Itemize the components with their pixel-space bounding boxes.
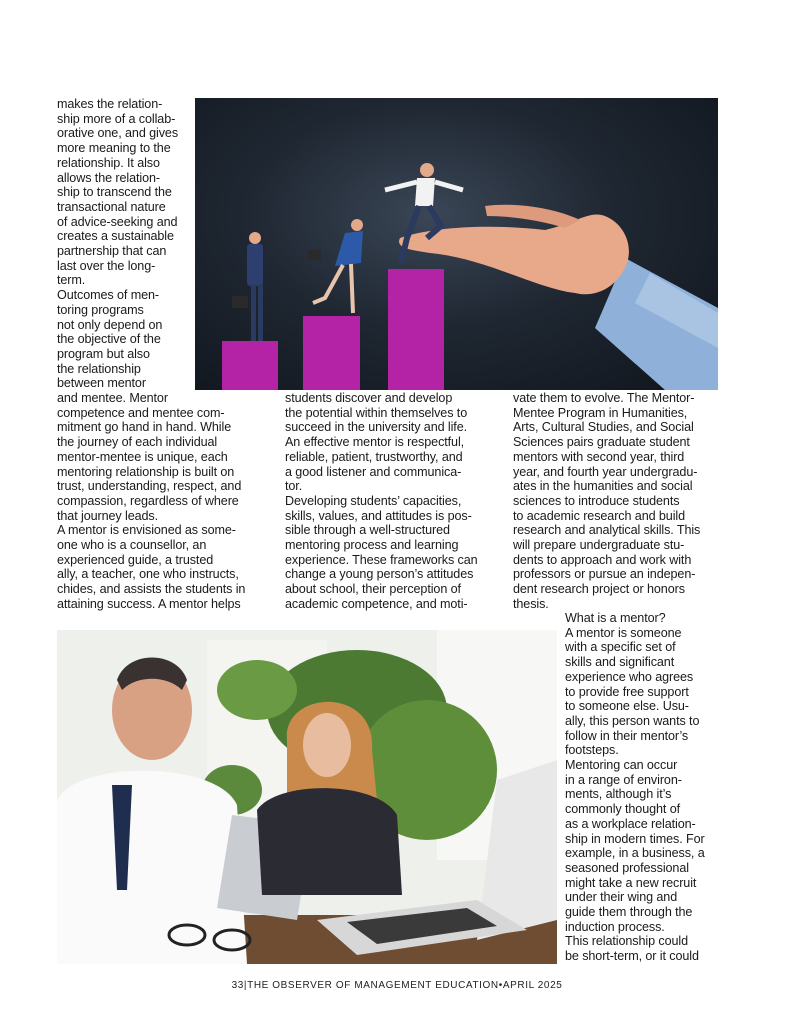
text-line: example, in a business, a [565, 846, 705, 861]
text-line: A mentor is someone [565, 625, 682, 640]
text-line: Sciences pairs graduate student [513, 435, 690, 450]
text-line: creates a sustainable [57, 229, 174, 244]
footer-dot: • [498, 980, 503, 991]
text-line: the objective of the [57, 332, 161, 347]
text-line: skills, values, and attitudes is pos- [285, 508, 472, 523]
text-line: mentoring process and learning [285, 538, 459, 553]
text-line: more meaning to the [57, 141, 171, 156]
text-line: induction process. [565, 919, 665, 934]
text-line: Arts, Cultural Studies, and Social [513, 420, 694, 435]
text-line: ship more of a collab- [57, 111, 176, 126]
text-line: mentor-mentee is unique, each [57, 449, 228, 464]
article-column-4 [565, 611, 725, 964]
text-line: competence and mentee com- [57, 405, 225, 420]
text-line: be short-term, or it could [565, 949, 699, 964]
text-line: orative one, and gives [57, 126, 179, 141]
text-line: makes the relation- [57, 97, 163, 111]
text-line: tor. [285, 479, 303, 494]
text-line: dent research project or honors [513, 582, 685, 597]
text-line: students discover and develop [285, 391, 453, 405]
text-line: under their wing and [565, 890, 678, 905]
text-line: a good listener and communica- [285, 464, 462, 479]
text-line: not only depend on [57, 317, 163, 332]
text-line: year, and fourth year undergradu- [513, 464, 698, 479]
text-line: the potential within themselves to [285, 405, 468, 420]
text-line: experienced guide, a trusted [57, 552, 214, 567]
text-line: ally, this person wants to [565, 713, 700, 728]
footer-separator: | [243, 980, 248, 991]
text-line: Mentoring can occur [565, 758, 678, 773]
text-line: that journey leads. [57, 508, 159, 523]
businesswoman-figure [308, 219, 363, 313]
text-line: to someone else. Usu- [565, 699, 689, 714]
text-line: skills and significant [565, 655, 675, 670]
text-line: last over the long- [57, 258, 156, 273]
text-line: reliable, patient, trustworthy, and [285, 449, 463, 464]
text-line: transactional nature [57, 199, 166, 214]
text-line: experience who agrees [565, 669, 694, 684]
text-line: between mentor [57, 376, 146, 391]
text-line: chides, and assists the students in [57, 582, 246, 597]
businessman-figure-1 [232, 232, 263, 341]
text-line: with a specific set of [565, 640, 676, 655]
text-line: about school, their perception of [285, 582, 461, 597]
text-line: ally, a teacher, one who instructs, [57, 567, 239, 582]
text-line: allows the relation- [57, 170, 160, 185]
publication-name: THE OBSERVER OF MANAGEMENT EDUCATION [247, 980, 499, 991]
text-line: succeed in the university and life. [285, 420, 468, 435]
text-line: to provide free support [565, 684, 689, 699]
text-line: academic competence, and moti- [285, 596, 468, 611]
text-line: dents to approach and work with [513, 552, 692, 567]
issue-date: APRIL 2025 [502, 980, 563, 991]
page-number: 33 [231, 980, 244, 991]
article-column-1-bottom [57, 391, 267, 612]
text-line: ates in the humanities and social [513, 479, 693, 494]
text-line: attaining success. A mentor helps [57, 596, 241, 611]
text-line: will prepare undergraduate stu- [513, 538, 685, 553]
article-column-3 [513, 391, 723, 612]
text-line: What is a mentor? [565, 611, 666, 625]
text-line: sible through a well-structured [285, 523, 450, 538]
text-line: Developing students’ capacities, [285, 493, 462, 508]
text-line: Mentee Program in Humanities, [513, 405, 688, 420]
mentor-mentee-photo [57, 630, 557, 964]
hero-illustration [195, 98, 718, 390]
text-line: vate them to evolve. The Mentor- [513, 391, 695, 405]
text-line: mitment go hand in hand. While [57, 420, 232, 435]
text-line: A mentor is envisioned as some- [57, 523, 236, 538]
text-line: professors or pursue an indepen- [513, 567, 696, 582]
text-line: ship to transcend the [57, 185, 172, 200]
text-line: and mentee. Mentor [57, 391, 168, 405]
step-bar-2 [303, 316, 360, 390]
text-line: trust, understanding, respect, and [57, 479, 242, 494]
text-line: commonly thought of [565, 802, 681, 817]
text-line: thesis. [513, 596, 549, 611]
text-line: to academic research and build [513, 508, 686, 523]
mentoring-office-photo [57, 630, 557, 964]
text-line: guide them through the [565, 905, 693, 920]
text-line: ments, although it’s [565, 787, 672, 802]
text-line: research and analytical skills. This [513, 523, 701, 538]
text-line: one who is a counsellor, an [57, 538, 207, 553]
text-line: term. [57, 273, 86, 288]
text-line: as a workplace relation- [565, 816, 696, 831]
text-line: Outcomes of men- [57, 288, 159, 303]
text-line: mentors with second year, third [513, 449, 685, 464]
text-line: of advice-seeking and [57, 214, 178, 229]
text-line: partnership that can [57, 244, 167, 259]
text-line: the journey of each individual [57, 435, 218, 450]
text-line: seasoned professional [565, 860, 689, 875]
text-line: change a young person’s attitudes [285, 567, 474, 582]
text-line: might take a new recruit [565, 875, 697, 890]
text-line: program but also [57, 346, 150, 361]
text-line: sciences to introduce students [513, 493, 680, 508]
career-steps-illustration [195, 98, 718, 390]
text-line: footsteps. [565, 743, 619, 758]
text-line: mentoring relationship is built on [57, 464, 235, 479]
step-bar-3 [388, 269, 444, 390]
article-column-2 [285, 391, 500, 612]
step-bar-1 [222, 341, 278, 390]
text-line: toring programs [57, 302, 144, 317]
text-line: experience. These frameworks can [285, 552, 478, 567]
text-line: This relationship could [565, 934, 689, 949]
text-line: ship in modern times. For [565, 831, 705, 846]
article-column-1-top [57, 97, 192, 391]
text-line: the relationship [57, 361, 141, 376]
helping-hand [399, 205, 718, 390]
text-line: in a range of environ- [565, 772, 682, 787]
text-line: An effective mentor is respectful, [285, 435, 465, 450]
text-line: compassion, regardless of where [57, 493, 239, 508]
text-line: relationship. It also [57, 155, 160, 170]
page-footer [0, 980, 794, 991]
text-line: follow in their mentor’s [565, 728, 689, 743]
